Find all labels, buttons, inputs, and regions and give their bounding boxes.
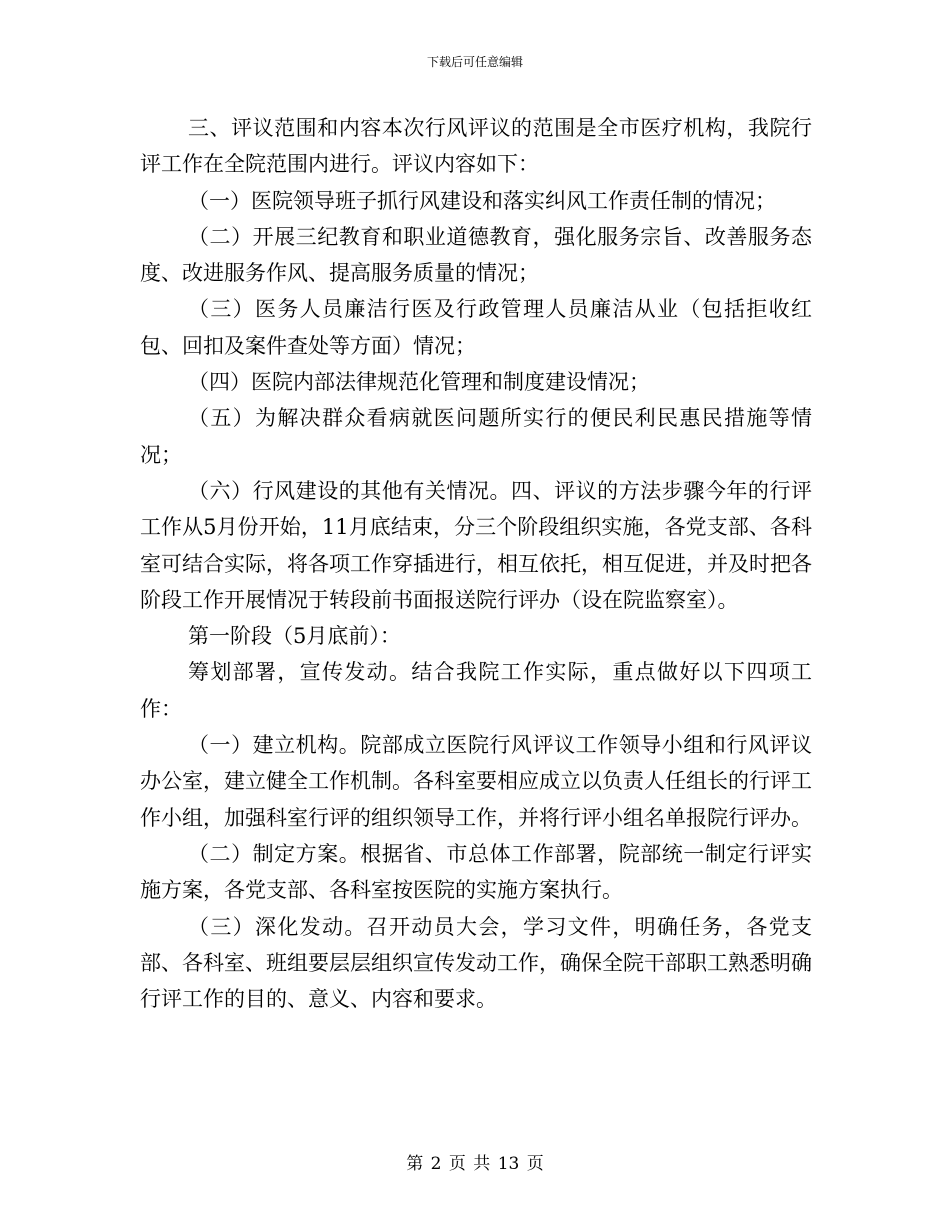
paragraph: （三）深化发动。召开动员大会，学习文件，明确任务，各党支部、各科室、班组要层层组织宣传发动工作，确保全院干部职工熟悉明确行评工作的目的、意义、内容和要求。	[140, 914, 812, 1012]
paragraph: （四）医院内部法律规范化管理和制度建设情况；	[188, 370, 650, 395]
page-number: 第 2 页 共 13 页	[406, 1154, 544, 1174]
paragraph: （六）行风建设的其他有关情况。四、评议的方法步骤今年的行评工作从5月份开始，11月底结束，分三个阶段组织实施，各党支部、各科室可结合实际，将各项工作穿插进行，相互依托，相互促进，并及时把各阶段工作开展情况于转段前书面报送院行评办（设在院监察室）。	[140, 478, 812, 612]
paragraph: 三、评议范围和内容本次行风评议的范围是全市医疗机构，我院行评工作在全院范围内进行。评议内容如下：	[140, 116, 812, 177]
paragraph: （五）为解决群众看病就医问题所实行的便民利民惠民措施等情况；	[140, 406, 812, 467]
page-header: 下载后可任意编辑	[426, 55, 523, 69]
paragraph: （一）建立机构。院部成立医院行风评议工作领导小组和行风评议办公室，建立健全工作机制。各科室要相应成立以负责人任组长的行评工作小组，加强科室行评的组织领导工作，并将行评小组名单报院行评办。	[140, 733, 812, 830]
paragraph: 筹划部署，宣传发动。结合我院工作实际，重点做好以下四项工作：	[140, 660, 812, 721]
document-body	[140, 110, 812, 1017]
paragraph: （一）医院领导班子抓行风建设和落实纠风工作责任制的情况；	[188, 188, 776, 213]
paragraph: （二）制定方案。根据省、市总体工作部署，院部统一制定行评实施方案，各党支部、各科室按医院的实施方案执行。	[140, 841, 812, 903]
paragraph: 第一阶段（5月底前）：	[188, 624, 401, 649]
paragraph: （二）开展三纪教育和职业道德教育，强化服务宗旨、改善服务态度、改进服务作风、提高服务质量的情况；	[140, 224, 812, 286]
paragraph: （三）医务人员廉洁行医及行政管理人员廉洁从业（包括拒收红包、回扣及案件查处等方面）情况；	[140, 297, 812, 358]
